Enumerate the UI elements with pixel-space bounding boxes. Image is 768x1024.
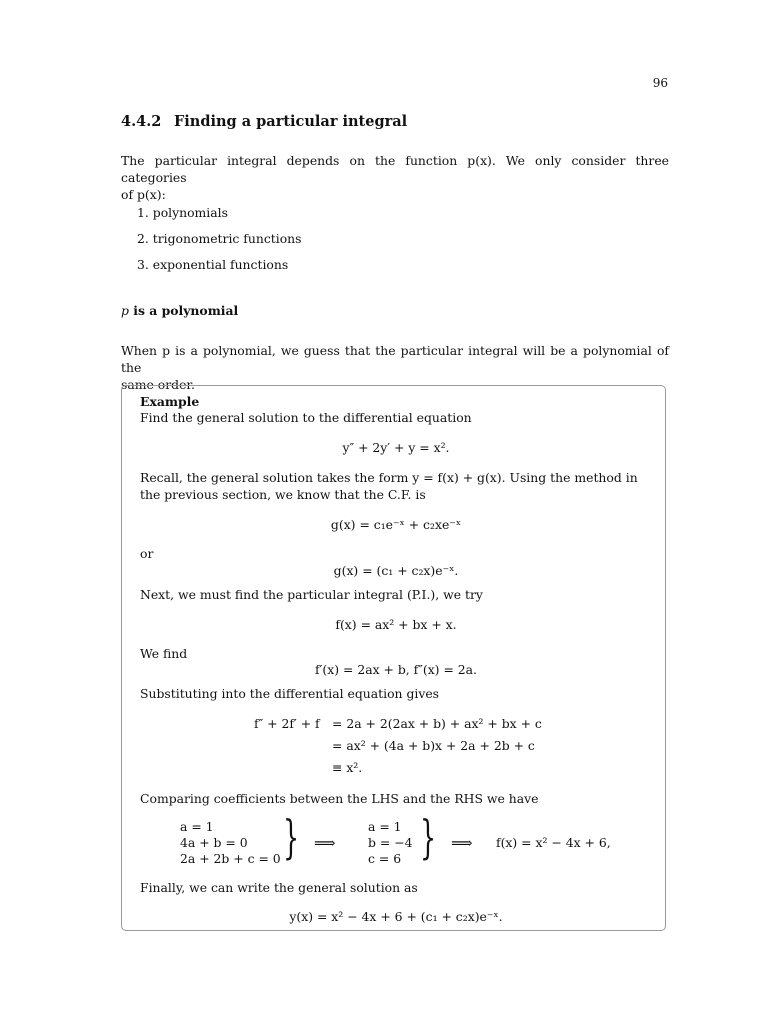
subsection-heading: [121, 303, 238, 318]
next-text: Next, we must find the particular integral (P.I.), we try: [140, 587, 483, 602]
or-text: or: [140, 546, 154, 561]
general-solution-equation: y(x) = x² − 4x + 6 + (c₁ + c₂x)e⁻ˣ.: [289, 909, 503, 924]
align-step-1: = 2a + 2(2ax + b) + ax² + bx + c: [332, 716, 542, 731]
align-lhs: f″ + 2f′ + f: [254, 716, 320, 731]
substitute-text: Substituting into the differential equation gives: [140, 686, 440, 701]
intro-line-2: of p(x):: [121, 187, 166, 202]
subsection-var: p: [121, 303, 129, 318]
align-step-3: ≡ x².: [332, 760, 363, 775]
implies-arrow-2: ⟹: [451, 834, 473, 852]
example-heading: Example: [140, 394, 200, 409]
list-item: 2. trigonometric functions: [137, 231, 302, 246]
section-number: 4.4.2: [121, 113, 162, 130]
system-1-eq-2: 4a + b = 0: [180, 835, 248, 850]
category-list: [137, 204, 302, 282]
recall-line-2: the previous section, we know that the C.F. is: [140, 487, 426, 502]
trial-equation: f(x) = ax² + bx + x.: [335, 617, 457, 632]
system-2-eq-2: b = −4: [368, 835, 413, 850]
list-item: 1. polynomials: [137, 205, 228, 220]
intro-line-1: The particular integral depends on the function p(x). We only consider three categories: [121, 153, 669, 185]
implies-arrow-1: ⟹: [314, 834, 336, 852]
system-1-eq-1: a = 1: [180, 819, 214, 834]
cf-equation-2: g(x) = (c₁ + c₂x)e⁻ˣ.: [333, 563, 459, 578]
cf-equation-1: g(x) = c₁e⁻ˣ + c₂xe⁻ˣ: [330, 517, 462, 532]
system-1-eq-3: 2a + 2b + c = 0: [180, 851, 281, 866]
system-2-eq-1: a = 1: [368, 819, 402, 834]
finally-text: Finally, we can write the general solution as: [140, 880, 418, 895]
we-find-text: We find: [140, 646, 188, 661]
intro-paragraph: [121, 152, 669, 203]
solution-result: f(x) = x² − 4x + 6,: [496, 835, 611, 850]
list-item: 3. exponential functions: [137, 257, 289, 272]
ode-equation: y″ + 2y′ + y = x².: [342, 440, 450, 455]
subsection-title: is a polynomial: [128, 303, 239, 318]
recall-paragraph: [140, 469, 652, 503]
system-2-eq-3: c = 6: [368, 851, 402, 866]
section-title: Finding a particular integral: [174, 113, 408, 130]
example-task: Find the general solution to the differential equation: [140, 410, 472, 425]
page-number: 96: [652, 76, 668, 90]
derivatives-equation: f′(x) = 2ax + b, f″(x) = 2a.: [315, 662, 477, 677]
recall-line-1: Recall, the general solution takes the form y = f(x) + g(x). Using the method in: [140, 470, 638, 485]
polynomial-line-2: same order.: [121, 377, 195, 392]
compare-text: Comparing coefficients between the LHS and the RHS we have: [140, 791, 539, 806]
right-brace-icon: }: [283, 810, 300, 864]
right-brace-icon: }: [420, 810, 437, 864]
polynomial-line-1: When p is a polynomial, we guess that the particular integral will be a polynomial of the: [121, 343, 669, 375]
section-heading: [121, 113, 407, 130]
align-step-2: = ax² + (4a + b)x + 2a + 2b + c: [332, 738, 535, 753]
